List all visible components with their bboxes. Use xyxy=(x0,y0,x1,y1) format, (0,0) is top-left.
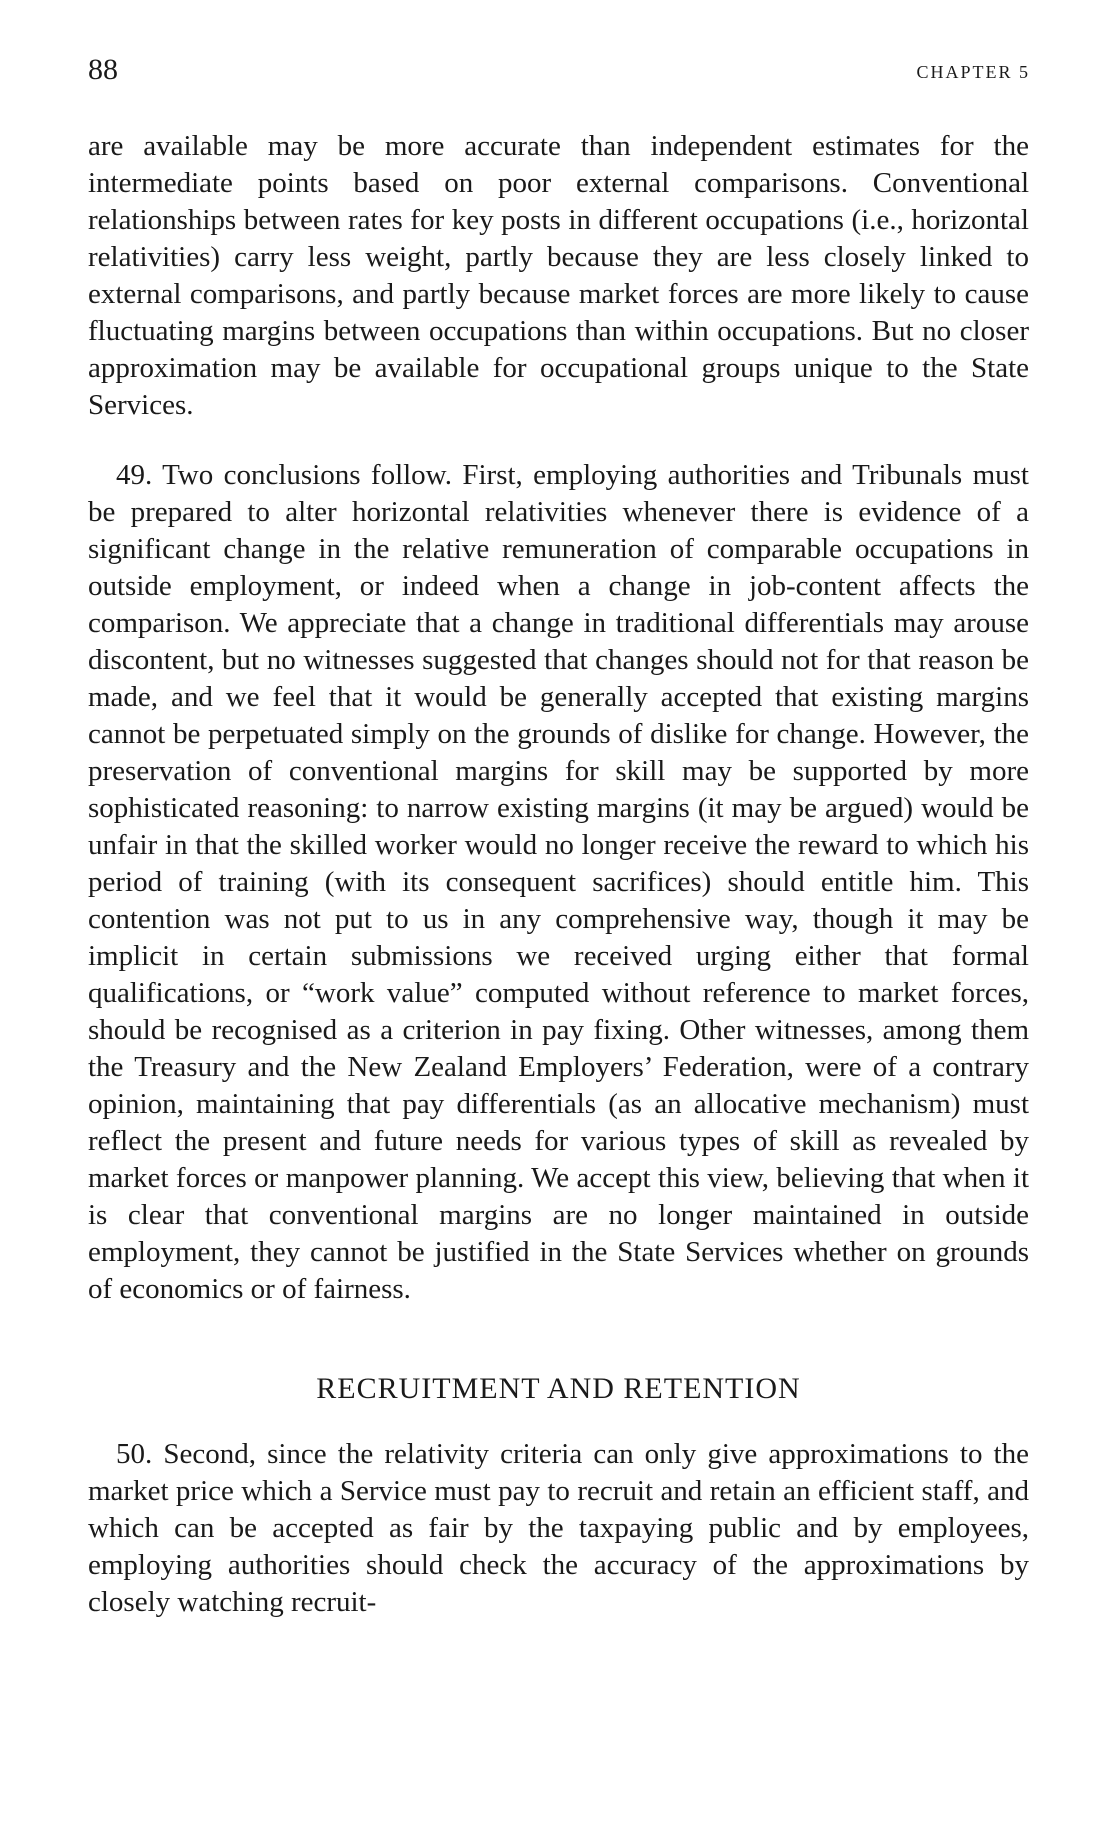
paragraph-50: 50. Second, since the relativity criteria can only give approximations to the market price which a Service must pay to recruit and retain an efficient staff, and which can be accepted as fair by the taxpaying public and by employees, employing authorities should check the accuracy of the approximations by closely watching recruit- xyxy=(88,1438,1029,1618)
body-text xyxy=(88,128,1029,1621)
page-number: 88 xyxy=(88,53,118,86)
section-heading: RECRUITMENT AND RETENTION xyxy=(316,1372,801,1405)
paragraph-continuation: are available may be more accurate than independent estimates for the intermediate points based on poor external comparisons. Conventional relationships between rates for key posts in different occupations (i.e., horizontal relativities) carry less weight, partly because they are less closely linked to external comparisons, and partly because market forces are more likely to cause fluctuating margins between occupations than within occupations. But no closer approximation may be available for occupational groups unique to the State Services. xyxy=(88,130,1029,421)
chapter-label: CHAPTER 5 xyxy=(916,62,1030,82)
paragraph-49: 49. Two conclusions follow. First, employing authorities and Tribunals must be prepared to alter horizontal relativities whenever there is evidence of a significant change in the relative remuneration of comparable occupations in outside employment, or indeed when a change in job-content affects the comparison. We appreciate that a change in traditional differentials may arouse discontent, but no witnesses suggested that changes should not for that reason be made, and we feel that it would be generally accepted that existing margins cannot be perpetuated simply on the grounds of dislike for change. However, the preservation of conventional margins for skill may be supported by more sophisticated reasoning: to narrow existing margins (it may be argued) would be unfair in that the skilled worker would no longer receive the reward to which his period of training (with its consequent sacrifices) should entitle him. This contention was not put to us in any comprehensive way, though it may be implicit in certain submissions we received urging either that formal qualifications, or “work value” computed without reference to market forces, should be recognised as a criterion in pay fixing. Other witnesses, among them the Treasury and the New Zealand Employers’ Federation, were of a contrary opinion, maintaining that pay differentials (as an allocative mechanism) must reflect the present and future needs for various types of skill as revealed by market forces or manpower planning. We accept this view, believing that when it is clear that conventional margins are no longer maintained in outside employment, they cannot be justified in the State Services whether on grounds of economics or of fairness. xyxy=(88,459,1029,1305)
running-head xyxy=(88,50,1030,90)
